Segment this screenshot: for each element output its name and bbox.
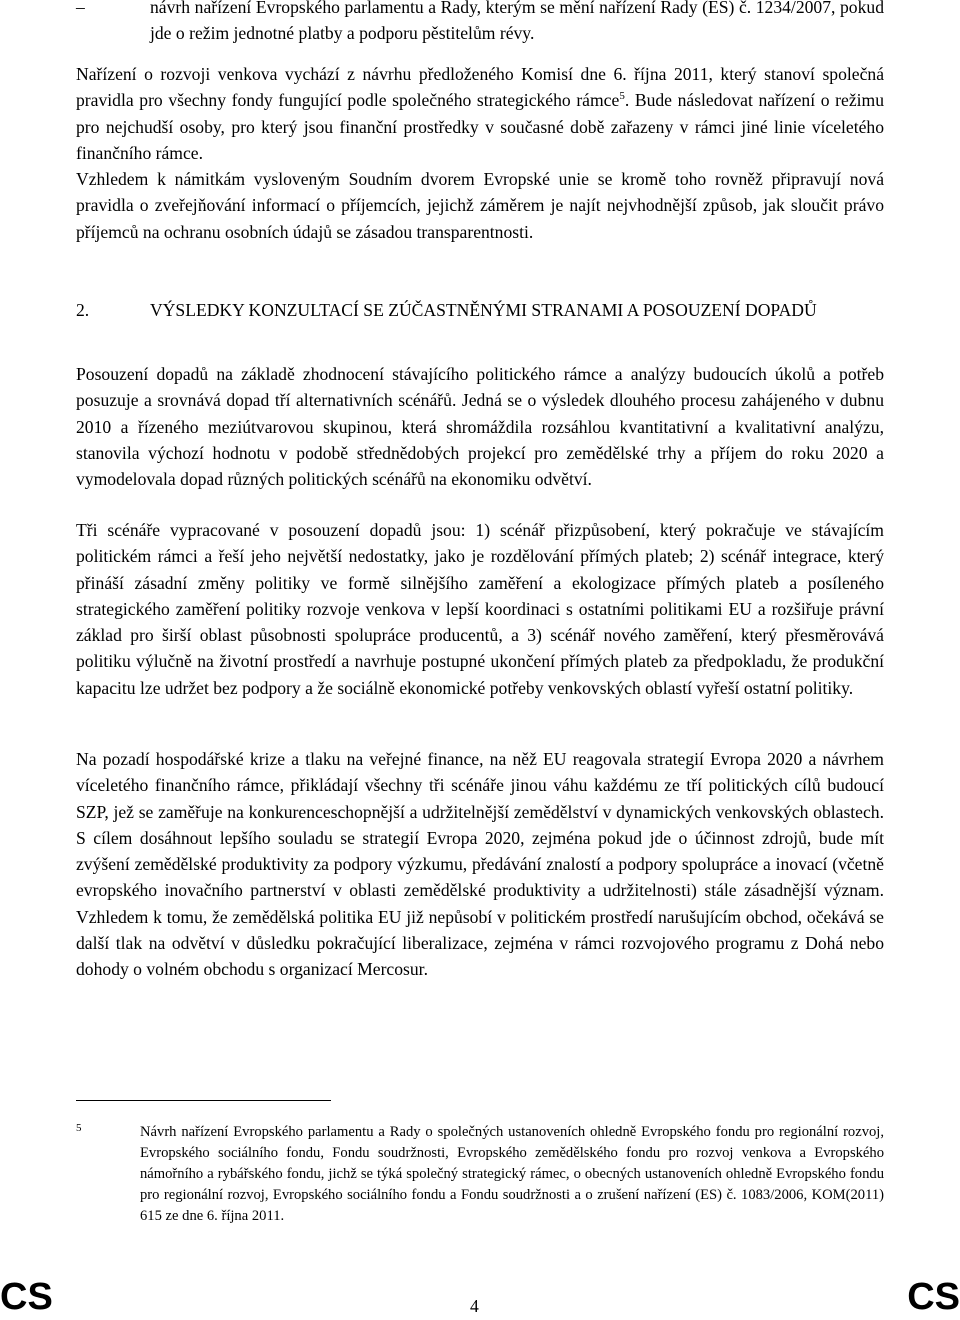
paragraph-text-continued: . Bude následovat nařízení o režimu pro nejchudší osoby, pro který jsou finanční prostředky v současné době zařazeny v rámci jiné linie víceletého finančního rámce. xyxy=(76,90,885,163)
section-number: 2. xyxy=(76,300,90,320)
bullet-dash: – xyxy=(76,0,85,17)
footnote-separator xyxy=(76,1100,331,1101)
footnote-text: Návrh nařízení Evropského parlamentu a Rady o společných ustanoveních ohledně Evropského fondu pro regionální rozvoj, Evropského sociálního fondu, Fondu soudržnosti, Evropského zemědělského fondu pro rozvoj venkova a Evropského námořního a rybářského fondu, jichž se týká společný strategický rámec, o obecných ustanoveních ohledně Evropského fondu pro regionální rozvoj, Evropského sociálního fondu a Fondu soudržnosti a o zrušení nařízení (ES) č. 1083/2006, KOM(2011) 615 ze dne 6. října 2011. xyxy=(140,1124,884,1225)
paragraph-rural-development xyxy=(76,61,884,166)
footnote-number: 5 xyxy=(76,1122,82,1134)
page-number: 4 xyxy=(470,1296,479,1316)
paragraph-text: Nařízení o rozvoji venkova vychází z návrhu předloženého Komisí dne 6. října 2011, který stanoví společná pravidla pro všechny fondy fungující podle společného strategického rámce xyxy=(76,64,884,111)
paragraph-impact-assessment: Posouzení dopadů na základě zhodnocení stávajícího politického rámce a analýzy budoucích úkolů a potřeb posuzuje a srovnává dopad tří alternativních scénářů. Jedná se o výsledek dlouhého procesu zahájeného v dubnu 2010 a řízeného meziútvarovou skupinou, která shromáždila rozsáhlou kvantitativní a kvalitativní analýzu, stanovila výchozí hodnotu v podobě střednědobých projekcí pro zemědělské trhy a příjem do roku 2020 a vymodelovala dopad různých politických scénářů na ekonomiku odvětví. xyxy=(76,364,884,490)
paragraph-publication-rules: Vzhledem k námitkám vysloveným Soudním dvorem Evropské unie se kromě toho rovněž připravují nová pravidla o zveřejňování informací o příjemcích, jejichž záměrem je najít nejvhodnější způsob, jak sloučit právo příjemců na ochranu osobních údajů se zásadou transparentnosti. xyxy=(76,169,884,242)
paragraph-economic-crisis: Na pozadí hospodářské krize a tlaku na veřejné finance, na něž EU reagovala strategií Evropa 2020 a návrhem víceletého finančního rámce, přikládají všechny tři scénáře jinou váhu každému ze tří politických cílů budoucí SZP, jež se zaměřuje na konkurenceschopnější a udržitelnější zemědělství v dynamických venkovských oblastech. S cílem dosáhnout lepšího souladu se strategií Evropa 2020, zejména pokud jde o účinnost zdrojů, bude mít zvýšení zemědělské produktivity za podpory výzkumu, předávání znalostí a podpory spolupráce a inovací (včetně evropského inovačního partnerství v oblasti zemědělské produktivity a udržitelnosti) stále zásadnější význam. Vzhledem k tomu, že zemědělská politika EU již nepůsobí v politickém prostředí narušujícím obchod, očekává se další tlak na odvětví v důsledku pokračující liberalizace, zejména v rámci rozvojového programu z Dohá nebo dohody o volném obchodu s organizací Mercosur. xyxy=(76,749,884,980)
paragraph-three-scenarios: Tři scénáře vypracované v posouzení dopadů jsou: 1) scénář přizpůsobení, který pokračuje ve stávajícím politickém rámci a řeší jeho největší nedostatky, jako je rozdělování přímých plateb; 2) scénář integrace, který přináší zásadní změny politiky ve formě silnějšího zaměření a ekologizace přímých plateb a posíleného strategického zaměření politiky rozvoje venkova v lepší koordinaci s ostatními politikami EU a rozšiřuje právní základ pro širší oblast působnosti spolupráce producentů, a 3) scénář nového zaměření, který přesměrovává politiku výlučně na životní prostředí a navrhuje postupné ukončení přímých plateb za předpokladu, že produkční kapacitu lze udržet bez podpory a že sociálně ekonomické potřeby venkovských oblastí vyřeší ostatní politiky. xyxy=(76,520,884,698)
footer-language-right: CS xyxy=(907,1276,960,1318)
footnote-reference: 5 xyxy=(619,90,625,103)
section-title: VÝSLEDKY KONZULTACÍ SE ZÚČASTNĚNÝMI STRANAMI A POSOUZENÍ DOPADŮ xyxy=(150,300,817,320)
bullet-text: návrh nařízení Evropského parlamentu a Rady, kterým se mění nařízení Rady (ES) č. 1234/2007, pokud jde o režim jednotné platby a podporu pěstitelům révy. xyxy=(150,0,884,44)
footer-language-left: CS xyxy=(0,1276,53,1318)
